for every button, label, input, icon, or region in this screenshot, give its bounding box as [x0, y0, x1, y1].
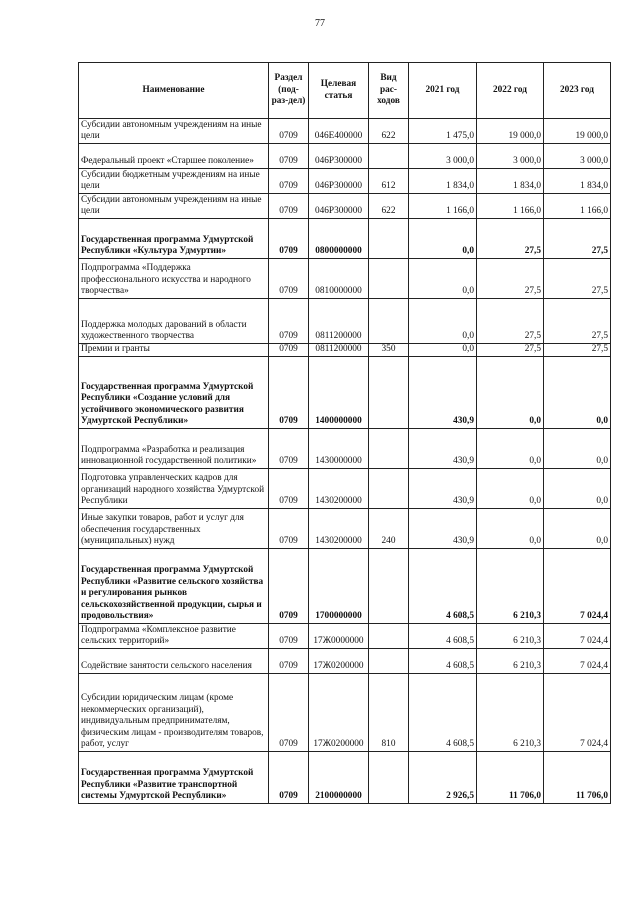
page-number: 77 — [315, 18, 325, 29]
row-2022: 0,0 — [477, 357, 544, 429]
row-2022: 3 000,0 — [477, 144, 544, 169]
table-row — [79, 469, 611, 509]
row-2022: 27,5 — [477, 259, 544, 299]
row-name: Подпрограмма «Поддержка профессионального искусства и народного творчества» — [79, 259, 269, 299]
row-exp-type — [369, 469, 409, 509]
table-row — [79, 169, 611, 194]
row-name: Подпрограмма «Комплексное развитие сельских территорий» — [79, 624, 269, 649]
row-2023: 27,5 — [544, 299, 611, 344]
row-target: 1430000000 — [309, 429, 369, 469]
row-section: 0709 — [269, 752, 309, 804]
row-2023: 27,5 — [544, 259, 611, 299]
row-2021: 4 608,5 — [409, 549, 477, 624]
row-2021: 3 000,0 — [409, 144, 477, 169]
table-row — [79, 219, 611, 259]
row-2022: 0,0 — [477, 469, 544, 509]
row-target: 2100000000 — [309, 752, 369, 804]
table-row — [79, 549, 611, 624]
table-row — [79, 624, 611, 649]
row-target: 0810000000 — [309, 259, 369, 299]
table-row — [79, 649, 611, 674]
row-exp-type: 810 — [369, 674, 409, 752]
row-2021: 2 926,5 — [409, 752, 477, 804]
row-2021: 1 166,0 — [409, 194, 477, 219]
row-target: 046P300000 — [309, 169, 369, 194]
row-name: Федеральный проект «Старшее поколение» — [79, 144, 269, 169]
row-2022: 27,5 — [477, 344, 544, 357]
row-exp-type — [369, 299, 409, 344]
row-2022: 1 166,0 — [477, 194, 544, 219]
table-row — [79, 752, 611, 804]
table-row — [79, 119, 611, 144]
row-name: Государственная программа Удмуртской Республики «Культура Удмуртии» — [79, 219, 269, 259]
row-2021: 430,9 — [409, 509, 477, 549]
row-2021: 0,0 — [409, 259, 477, 299]
row-exp-type: 622 — [369, 194, 409, 219]
budget-table — [78, 62, 611, 804]
header-2023: 2023 год — [544, 63, 611, 119]
table-row — [79, 674, 611, 752]
row-exp-type: 240 — [369, 509, 409, 549]
row-name: Иные закупки товаров, работ и услуг для обеспечения государственных (муниципальных) нужд — [79, 509, 269, 549]
row-name: Субсидии юридическим лицам (кроме некоммерческих организаций), индивидуальным предпринимателям, физическим лицам - производителям товаров, работ, услуг — [79, 674, 269, 752]
row-name: Субсидии бюджетным учреждениям на иные цели — [79, 169, 269, 194]
table-row — [79, 357, 611, 429]
row-2021: 4 608,5 — [409, 674, 477, 752]
row-target: 17Ж0200000 — [309, 649, 369, 674]
row-target: 0811200000 — [309, 299, 369, 344]
row-2023: 1 166,0 — [544, 194, 611, 219]
row-exp-type — [369, 144, 409, 169]
row-exp-type — [369, 259, 409, 299]
row-section: 0709 — [269, 169, 309, 194]
row-2023: 3 000,0 — [544, 144, 611, 169]
row-section: 0709 — [269, 119, 309, 144]
row-name: Подготовка управленческих кадров для организаций народного хозяйства Удмуртской Республики — [79, 469, 269, 509]
row-section: 0709 — [269, 144, 309, 169]
row-target: 1700000000 — [309, 549, 369, 624]
row-exp-type — [369, 752, 409, 804]
row-exp-type — [369, 549, 409, 624]
row-2022: 19 000,0 — [477, 119, 544, 144]
row-2022: 6 210,3 — [477, 649, 544, 674]
row-2023: 0,0 — [544, 509, 611, 549]
row-section: 0709 — [269, 344, 309, 357]
row-2021: 0,0 — [409, 219, 477, 259]
row-2023: 0,0 — [544, 469, 611, 509]
row-exp-type: 612 — [369, 169, 409, 194]
row-2023: 27,5 — [544, 219, 611, 259]
row-2023: 0,0 — [544, 357, 611, 429]
row-section: 0709 — [269, 429, 309, 469]
row-section: 0709 — [269, 624, 309, 649]
row-target: 0800000000 — [309, 219, 369, 259]
row-exp-type — [369, 357, 409, 429]
row-name: Государственная программа Удмуртской Республики «Развитие сельского хозяйства и регулирования рынков сельскохозяйственной продукции, сырья и продовольствия» — [79, 549, 269, 624]
table-row — [79, 259, 611, 299]
header-name: Наименование — [79, 63, 269, 119]
row-2021: 430,9 — [409, 357, 477, 429]
row-section: 0709 — [269, 674, 309, 752]
header-target: Целевая статья — [309, 63, 369, 119]
row-target: 046E400000 — [309, 119, 369, 144]
row-2022: 0,0 — [477, 429, 544, 469]
row-2021: 1 834,0 — [409, 169, 477, 194]
table-row — [79, 194, 611, 219]
header-section: Раздел (под-раз-дел) — [269, 63, 309, 119]
table-header-row — [79, 63, 611, 119]
row-target: 1400000000 — [309, 357, 369, 429]
row-name: Содействие занятости сельского населения — [79, 649, 269, 674]
row-section: 0709 — [269, 509, 309, 549]
row-section: 0709 — [269, 549, 309, 624]
table-row — [79, 429, 611, 469]
row-2023: 7 024,4 — [544, 674, 611, 752]
row-target: 17Ж0200000 — [309, 674, 369, 752]
row-2022: 27,5 — [477, 219, 544, 259]
header-2022: 2022 год — [477, 63, 544, 119]
row-target: 1430200000 — [309, 509, 369, 549]
row-section: 0709 — [269, 299, 309, 344]
row-2023: 19 000,0 — [544, 119, 611, 144]
row-2023: 7 024,4 — [544, 624, 611, 649]
row-2021: 430,9 — [409, 469, 477, 509]
row-2022: 0,0 — [477, 509, 544, 549]
row-2021: 4 608,5 — [409, 624, 477, 649]
row-exp-type: 350 — [369, 344, 409, 357]
row-2022: 1 834,0 — [477, 169, 544, 194]
row-2023: 1 834,0 — [544, 169, 611, 194]
row-2021: 0,0 — [409, 344, 477, 357]
row-2021: 4 608,5 — [409, 649, 477, 674]
row-2023: 11 706,0 — [544, 752, 611, 804]
table-row — [79, 144, 611, 169]
table-body — [79, 119, 611, 804]
row-name: Субсидии автономным учреждениям на иные цели — [79, 194, 269, 219]
row-name: Премии и гранты — [79, 344, 269, 357]
row-2021: 1 475,0 — [409, 119, 477, 144]
table-row — [79, 509, 611, 549]
table-row — [79, 344, 611, 357]
header-2021: 2021 год — [409, 63, 477, 119]
row-name: Подпрограмма «Разработка и реализация инновационной государственной политики» — [79, 429, 269, 469]
row-section: 0709 — [269, 219, 309, 259]
row-2021: 430,9 — [409, 429, 477, 469]
row-section: 0709 — [269, 649, 309, 674]
row-2023: 7 024,4 — [544, 649, 611, 674]
row-exp-type — [369, 624, 409, 649]
row-2022: 6 210,3 — [477, 624, 544, 649]
row-section: 0709 — [269, 194, 309, 219]
row-2023: 27,5 — [544, 344, 611, 357]
row-2022: 27,5 — [477, 299, 544, 344]
row-exp-type — [369, 649, 409, 674]
row-name: Субсидии автономным учреждениям на иные цели — [79, 119, 269, 144]
row-exp-type — [369, 429, 409, 469]
row-name: Государственная программа Удмуртской Республики «Развитие транспортной системы Удмуртской Республики» — [79, 752, 269, 804]
row-section: 0709 — [269, 259, 309, 299]
row-name: Поддержка молодых дарований в области художественного творчества — [79, 299, 269, 344]
row-name: Государственная программа Удмуртской Республики «Создание условий для устойчивого экономического развития Удмуртской Республики» — [79, 357, 269, 429]
row-target: 0811200000 — [309, 344, 369, 357]
row-target: 046P300000 — [309, 194, 369, 219]
row-2023: 0,0 — [544, 429, 611, 469]
row-2022: 11 706,0 — [477, 752, 544, 804]
row-target: 17Ж0000000 — [309, 624, 369, 649]
row-target: 046P300000 — [309, 144, 369, 169]
row-2023: 7 024,4 — [544, 549, 611, 624]
row-section: 0709 — [269, 357, 309, 429]
row-2022: 6 210,3 — [477, 674, 544, 752]
row-2022: 6 210,3 — [477, 549, 544, 624]
row-exp-type: 622 — [369, 119, 409, 144]
header-exp-type: Вид рас-ходов — [369, 63, 409, 119]
table-row — [79, 299, 611, 344]
row-exp-type — [369, 219, 409, 259]
row-target: 1430200000 — [309, 469, 369, 509]
row-section: 0709 — [269, 469, 309, 509]
row-2021: 0,0 — [409, 299, 477, 344]
